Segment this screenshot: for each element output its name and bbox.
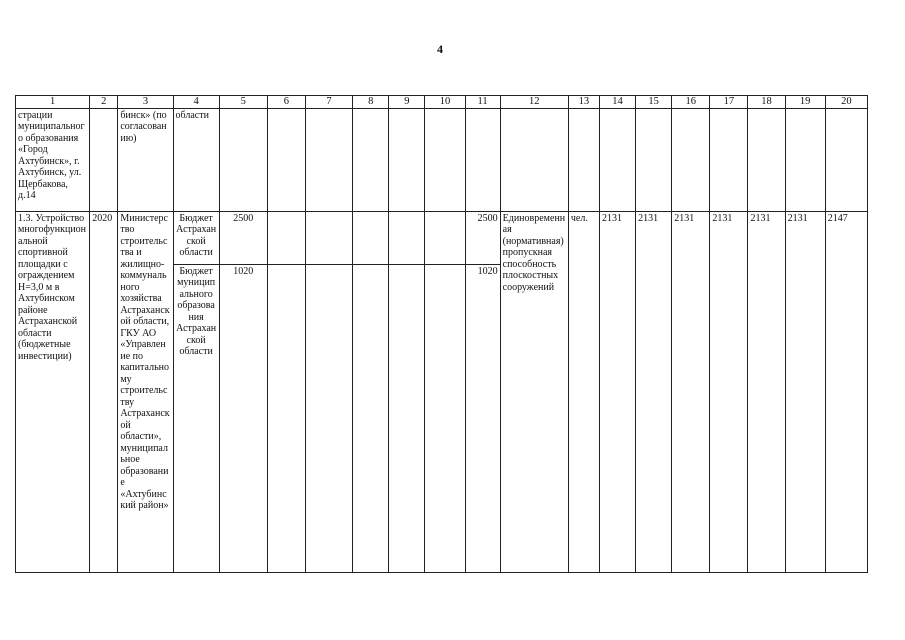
empty-cell (353, 211, 389, 264)
col-header: 8 (353, 96, 389, 109)
funding-source-regional: Бюджет Астраханской области (173, 211, 219, 264)
empty-cell (425, 108, 465, 211)
col-header: 15 (636, 96, 672, 109)
indicator-value: 2131 (748, 211, 785, 572)
col-header: 9 (389, 96, 425, 109)
cont-executor-cell: бинск» (по согласованию) (118, 108, 173, 211)
indicator-value: 2131 (599, 211, 635, 572)
cont-source-cell: области (173, 108, 219, 211)
item-name-cell: 1.3. Устройство многофункциональной спортивной площадки с ограждением Н=3,0 м в Ахтубинском районе Астраханской области (бюджетные инвестиции) (16, 211, 90, 572)
empty-cell (672, 108, 710, 211)
cont-name-cell: страции муниципального образования «Город Ахтубинск», г. Ахтубинск, ул. Щербакова, д.14 (16, 108, 90, 211)
funding-total-regional: 2500 (219, 211, 267, 264)
empty-cell (500, 108, 568, 211)
empty-cell (305, 108, 352, 211)
program-table (15, 95, 868, 573)
empty-cell (267, 211, 305, 264)
funding-col11-municipal: 1020 (465, 264, 500, 572)
continuation-row (16, 108, 868, 211)
item-row-regional-budget (16, 211, 868, 264)
empty-cell (389, 108, 425, 211)
indicator-value: 2131 (636, 211, 672, 572)
col-header: 1 (16, 96, 90, 109)
column-numbers-row (16, 96, 868, 109)
empty-cell (389, 211, 425, 264)
item-executor-cell: Министерство строительства и жилищно-коммунального хозяйства Астраханской области, ГКУ АО «Управление по капитальному строительству Астраханской области», муниципальное образование «Ахтубинский район» (118, 211, 173, 572)
indicator-value: 2131 (672, 211, 710, 572)
item-year-cell: 2020 (90, 211, 118, 572)
empty-cell (389, 264, 425, 572)
empty-cell (425, 211, 465, 264)
col-header: 6 (267, 96, 305, 109)
col-header: 5 (219, 96, 267, 109)
empty-cell (353, 108, 389, 211)
page-number: 4 (437, 42, 443, 56)
empty-cell (267, 108, 305, 211)
indicator-cell: Единовременная (нормативная) пропускная способность плоскостных сооружений (500, 211, 568, 572)
col-header: 3 (118, 96, 173, 109)
indicator-value: 2131 (785, 211, 825, 572)
empty-cell (425, 264, 465, 572)
empty-cell (785, 108, 825, 211)
col-header: 2 (90, 96, 118, 109)
empty-cell (305, 264, 352, 572)
indicator-value: 2147 (825, 211, 867, 572)
col-header: 4 (173, 96, 219, 109)
col-header: 16 (672, 96, 710, 109)
empty-cell (465, 108, 500, 211)
unit-cell: чел. (568, 211, 599, 572)
col-header: 13 (568, 96, 599, 109)
empty-cell (305, 211, 352, 264)
col-header: 19 (785, 96, 825, 109)
col-header: 12 (500, 96, 568, 109)
funding-total-municipal: 1020 (219, 264, 267, 572)
funding-source-municipal: Бюджет муниципального образования Астраханской области (173, 264, 219, 572)
col-header: 18 (748, 96, 785, 109)
empty-cell (825, 108, 867, 211)
col-header: 7 (305, 96, 352, 109)
empty-cell (267, 264, 305, 572)
col-header: 20 (825, 96, 867, 109)
empty-cell (568, 108, 599, 211)
empty-cell (636, 108, 672, 211)
col-header: 14 (599, 96, 635, 109)
empty-cell (748, 108, 785, 211)
col-header: 10 (425, 96, 465, 109)
empty-cell (353, 264, 389, 572)
empty-cell (219, 108, 267, 211)
indicator-value: 2131 (710, 211, 748, 572)
empty-cell (710, 108, 748, 211)
empty-cell (90, 108, 118, 211)
funding-col11-regional: 2500 (465, 211, 500, 264)
col-header: 11 (465, 96, 500, 109)
empty-cell (599, 108, 635, 211)
col-header: 17 (710, 96, 748, 109)
